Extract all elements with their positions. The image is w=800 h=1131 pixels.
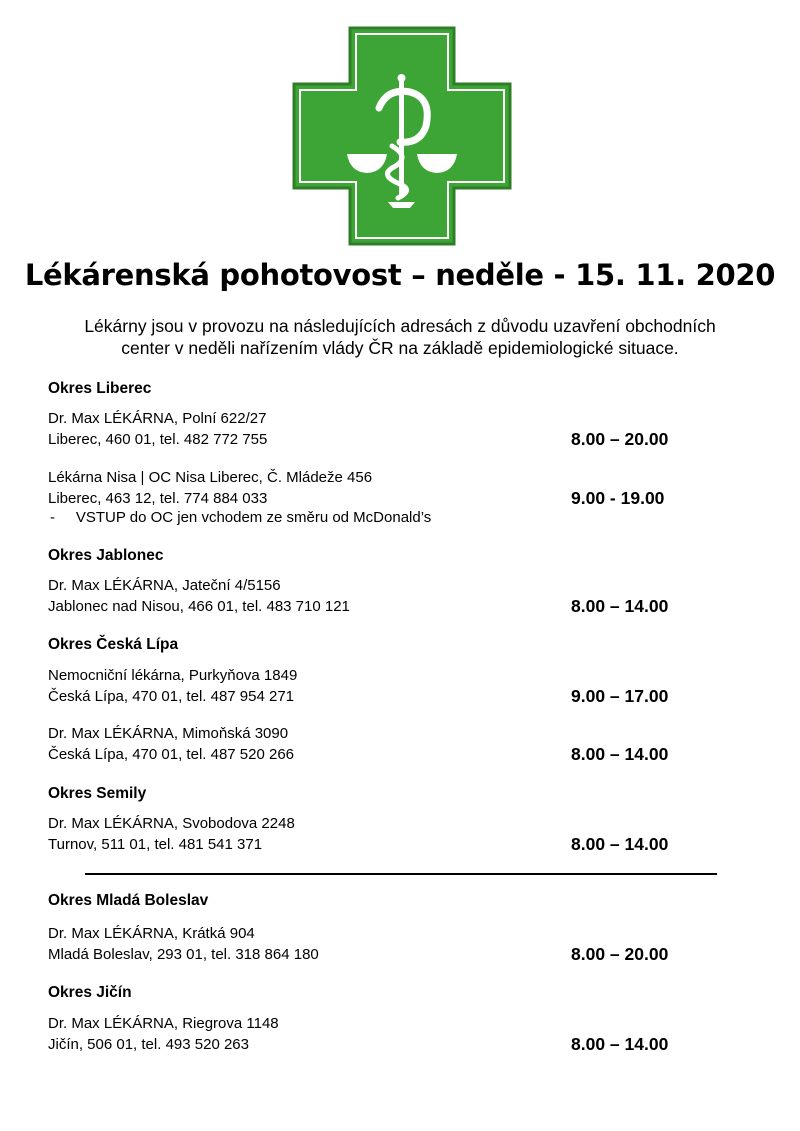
opening-hours: 8.00 – 14.00 [571,1034,669,1054]
opening-hours: 8.00 – 14.00 [571,834,669,854]
pharmacy-address: Dr. Max LÉKÁRNA, Riegrova 1148 [48,1015,279,1032]
district-heading: Okres Česká Lípa [48,636,179,653]
district-heading: Okres Jičín [48,984,132,1001]
pharmacy-address: Dr. Max LÉKÁRNA, Jateční 4/5156 [48,577,281,594]
pharmacy-contact: Turnov, 511 01, tel. 481 541 371 [48,836,263,853]
pharmacy-contact: Česká Lípa, 470 01, tel. 487 954 271 [48,688,295,705]
opening-hours: 9.00 - 19.00 [571,488,665,508]
pharmacy-contact: Liberec, 460 01, tel. 482 772 755 [48,431,268,448]
opening-hours: 8.00 – 20.00 [571,429,669,449]
opening-hours: 8.00 – 20.00 [571,944,669,964]
opening-hours: 8.00 – 14.00 [571,596,669,616]
pharmacy-address: Nemocniční lékárna, Purkyňova 1849 [48,667,298,684]
pharmacy-address: Dr. Max LÉKÁRNA, Svobodova 2248 [48,815,295,832]
pharmacy-contact: Jičín, 506 01, tel. 493 520 263 [48,1036,249,1053]
pharmacy-contact: Liberec, 463 12, tel. 774 884 033 [48,490,268,507]
pharmacy-address: Dr. Max LÉKÁRNA, Polní 622/27 [48,410,267,427]
pharmacy-contact: Mladá Boleslav, 293 01, tel. 318 864 180 [48,946,319,963]
subtitle-line-1: Lékárny jsou v provozu na následujících adresách z důvodu uzavření obchodních [84,316,716,336]
pharmacy-address: Dr. Max LÉKÁRNA, Krátká 904 [48,925,255,942]
subtitle [60,315,740,359]
pharmacy-address: Dr. Max LÉKÁRNA, Mimoňská 3090 [48,725,289,742]
page-title: Lékárenská pohotovost – neděle - 15. 11. 2020 [24,258,776,292]
district-heading: Okres Jablonec [48,547,164,564]
district-heading: Okres Liberec [48,380,152,397]
pharmacy-cross-icon [292,26,512,246]
pharmacy-note: - VSTUP do OC jen vchodem ze směru od McDonald’s [50,509,432,526]
district-heading: Okres Semily [48,785,147,802]
pharmacy-contact: Česká Lípa, 470 01, tel. 487 520 266 [48,746,295,763]
opening-hours: 8.00 – 14.00 [571,744,669,764]
opening-hours: 9.00 – 17.00 [571,686,669,706]
pharmacy-contact: Jablonec nad Nisou, 466 01, tel. 483 710 121 [48,598,350,615]
pharmacy-address: Lékárna Nisa | OC Nisa Liberec, Č. Mládeže 456 [48,469,373,486]
district-heading: Okres Mladá Boleslav [48,892,209,909]
subtitle-line-2: center v neděli nařízením vlády ČR na základě epidemiologické situace. [121,338,679,358]
section-divider [85,873,717,875]
